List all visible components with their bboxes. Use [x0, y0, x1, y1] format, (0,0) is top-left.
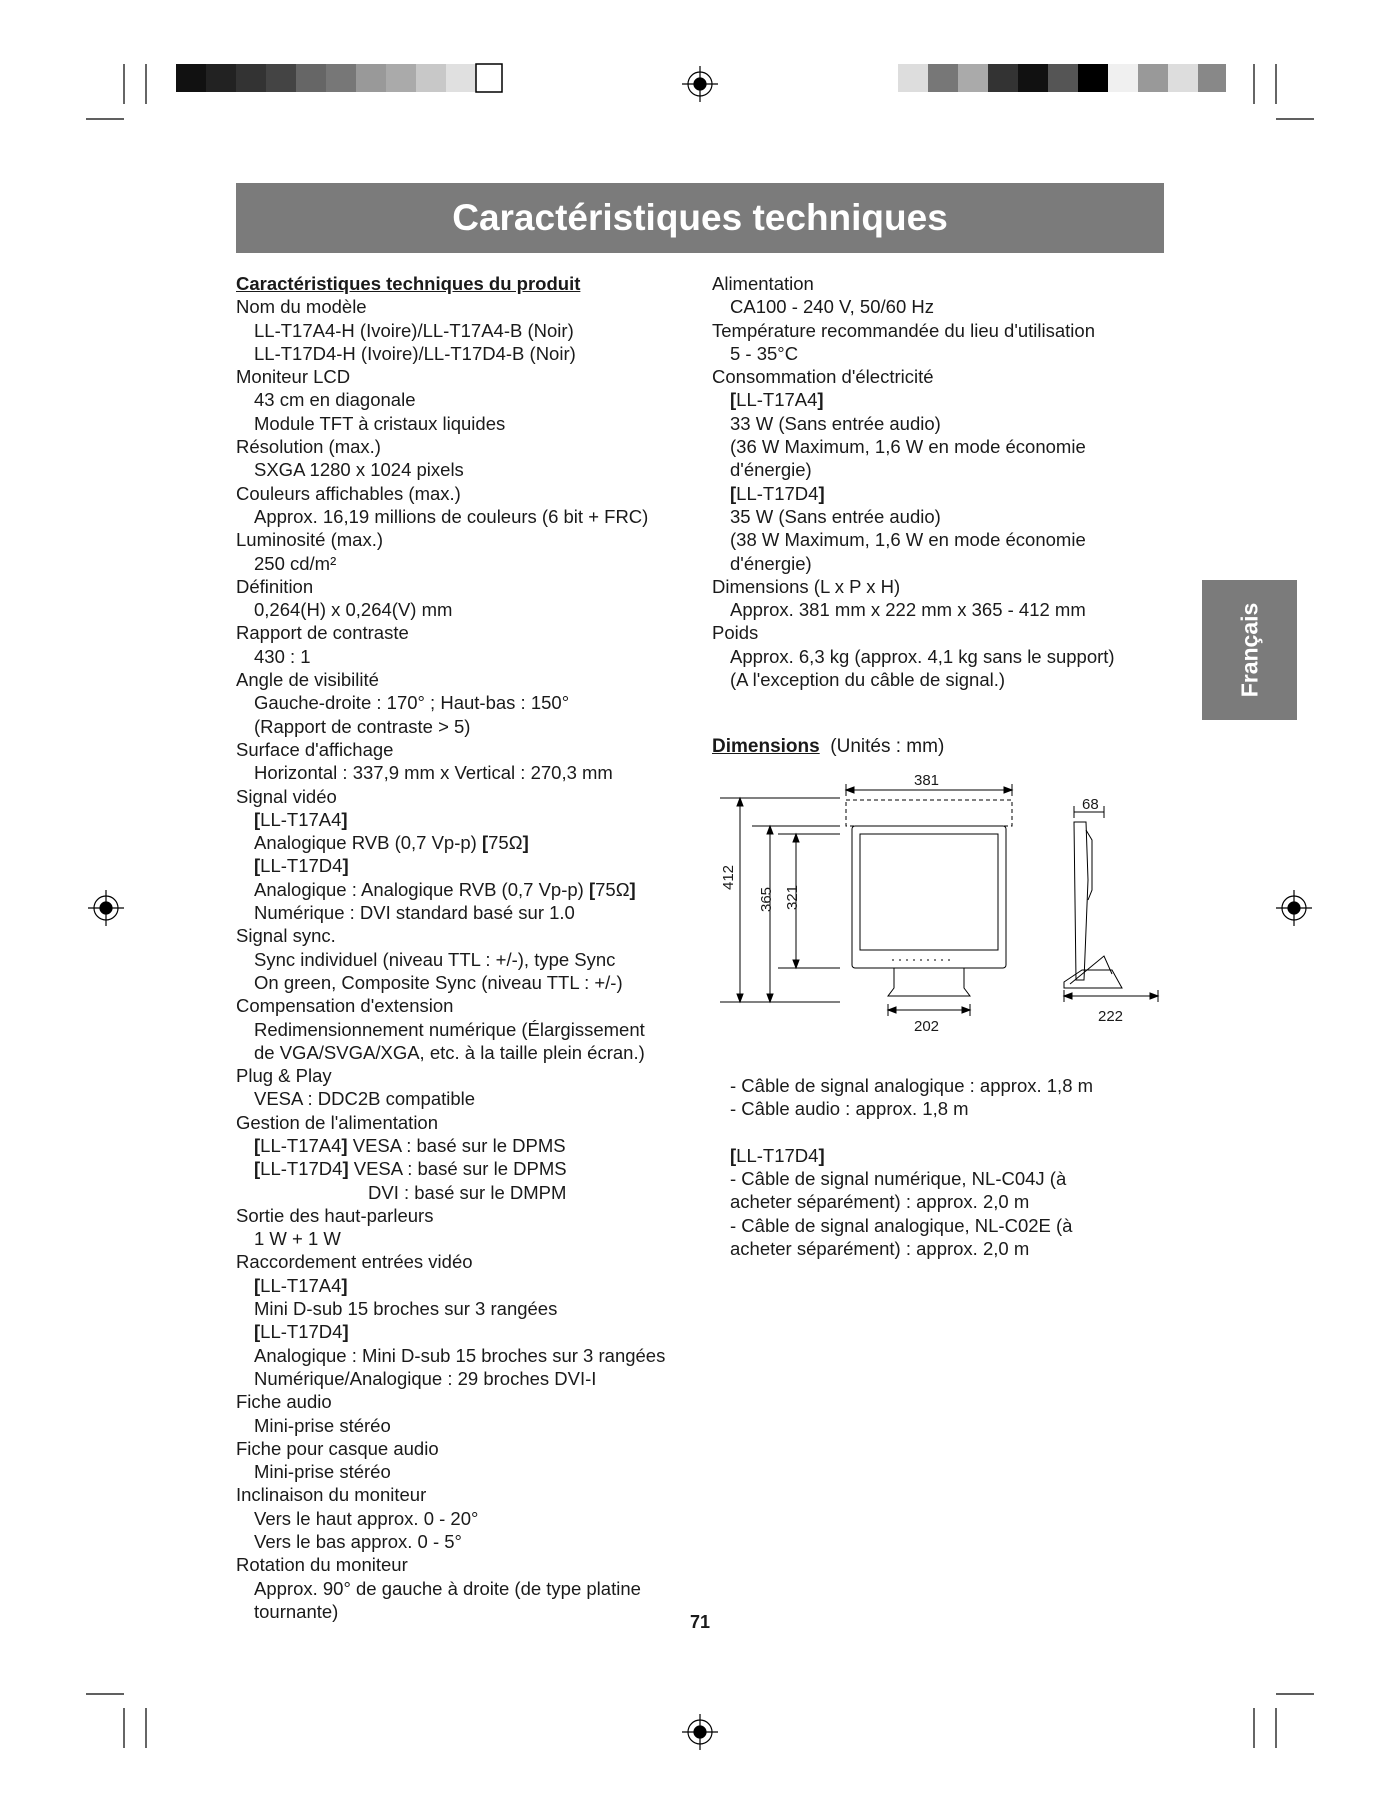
- right-line: Alimentation: [712, 273, 814, 294]
- dim-label-depth-top: 68: [1082, 796, 1099, 813]
- specs-right-column: [712, 272, 1182, 691]
- left-line: Compensation d'extension: [236, 995, 454, 1017]
- right-line: Approx. 6,3 kg (approx. 4,1 kg sans le support): [730, 645, 1115, 667]
- right-line: [LL-T17D4]: [730, 482, 825, 504]
- left-line: Couleurs affichables (max.): [236, 482, 461, 504]
- registration-target-bottom: [682, 1714, 718, 1750]
- left-line: Angle de visibilité: [236, 669, 379, 691]
- left-line: Surface d'affichage: [236, 738, 394, 760]
- left-line: Approx. 90° de gauche à droite (de type platine: [254, 1577, 641, 1599]
- left-line: 250 cd/m²: [254, 552, 337, 574]
- left-line: Fiche pour casque audio: [236, 1437, 439, 1459]
- left-line: Sortie des haut-parleurs: [236, 1204, 434, 1226]
- cable-line: - Câble audio : approx. 1,8 m: [730, 1098, 969, 1120]
- page-number: 71: [689, 1612, 711, 1632]
- crop-mark-bottom-left: [86, 1694, 146, 1748]
- left-line: 0,264(H) x 0,264(V) mm: [254, 599, 453, 621]
- right-line: 33 W (Sans entrée audio): [730, 412, 941, 434]
- left-line: 43 cm en diagonale: [254, 389, 416, 411]
- left-line: Mini D-sub 15 broches sur 3 rangées: [254, 1298, 558, 1320]
- left-line: Vers le haut approx. 0 - 20°: [254, 1507, 479, 1529]
- left-line: Signal vidéo: [236, 785, 337, 807]
- right-line: d'énergie): [730, 552, 812, 574]
- left-line: Signal sync.: [236, 925, 336, 947]
- cable-line: [730, 1121, 1170, 1144]
- left-line: Plug & Play: [236, 1065, 332, 1087]
- crop-mark-bottom-right: [1254, 1694, 1314, 1748]
- left-line: Analogique : Analogique RVB (0,7 Vp-p) [75Ω]: [254, 878, 636, 900]
- right-line: 5 - 35°C: [730, 342, 799, 364]
- left-line: Vers le bas approx. 0 - 5°: [254, 1531, 462, 1553]
- dimensions-title: Dimensions: [712, 736, 820, 757]
- right-line: Température recommandée du lieu d'utilisation: [712, 319, 1095, 341]
- right-line: CA100 - 240 V, 50/60 Hz: [730, 296, 934, 318]
- dim-label-height-min: 365: [758, 886, 775, 912]
- left-line: Rotation du moniteur: [236, 1554, 408, 1576]
- cable-line: [LL-T17D4]: [730, 1144, 825, 1166]
- left-line: [LL-T17A4] VESA : basé sur le DPMS: [254, 1134, 566, 1156]
- cable-list: [730, 1074, 1170, 1260]
- left-line: LL-T17D4-H (Ivoire)/LL-T17D4-B (Noir): [254, 342, 576, 364]
- left-line: Module TFT à cristaux liquides: [254, 412, 506, 434]
- cable-line: - Câble de signal analogique, NL-C02E (à: [730, 1214, 1073, 1236]
- left-line: Nom du modèle: [236, 296, 367, 318]
- section-heading: Caractéristiques techniques du produit: [236, 273, 581, 294]
- left-line: Raccordement entrées vidéo: [236, 1251, 473, 1273]
- left-line: Sync individuel (niveau TTL : +/-), type Sync: [254, 948, 616, 970]
- right-line: d'énergie): [730, 459, 812, 481]
- left-line: SXGA 1280 x 1024 pixels: [254, 459, 464, 481]
- right-line: (A l'exception du câble de signal.): [730, 669, 1006, 691]
- left-line: tournante): [254, 1600, 339, 1622]
- specs-left-column: [236, 272, 706, 1623]
- dim-label-width: 381: [914, 772, 940, 789]
- cable-line: acheter séparément) : approx. 2,0 m: [730, 1191, 1030, 1213]
- left-line: Approx. 16,19 millions de couleurs (6 bit + FRC): [254, 505, 649, 527]
- left-line: Fiche audio: [236, 1391, 332, 1413]
- registration-target-left: [88, 890, 124, 926]
- left-line: Numérique : DVI standard basé sur 1.0: [254, 902, 575, 924]
- language-tab: [1202, 580, 1297, 720]
- left-line: On green, Composite Sync (niveau TTL : +/-): [254, 971, 623, 993]
- left-line: Résolution (max.): [236, 436, 381, 458]
- right-line: (36 W Maximum, 1,6 W en mode économie: [730, 436, 1086, 458]
- left-line: Horizontal : 337,9 mm x Vertical : 270,3 mm: [254, 762, 613, 784]
- left-line: [LL-T17D4] VESA : basé sur le DPMS: [254, 1158, 567, 1180]
- left-line: Définition: [236, 575, 314, 597]
- left-line: Inclinaison du moniteur: [236, 1484, 427, 1506]
- left-line: de VGA/SVGA/XGA, etc. à la taille plein écran.): [254, 1041, 645, 1063]
- left-line: [LL-T17A4]: [254, 1274, 348, 1296]
- left-line: Analogique RVB (0,7 Vp-p) [75Ω]: [254, 832, 529, 854]
- left-line: [LL-T17A4]: [254, 808, 348, 830]
- registration-target-top: [682, 66, 718, 102]
- dim-label-base-depth: 222: [1098, 1008, 1124, 1025]
- cable-line: - Câble de signal numérique, NL-C04J (à: [730, 1168, 1067, 1190]
- spec-list-left: [236, 295, 706, 1623]
- left-line: Mini-prise stéréo: [254, 1461, 391, 1483]
- left-line: Redimensionnement numérique (Élargissement: [254, 1018, 645, 1040]
- color-bar-right: [898, 64, 1226, 92]
- language-tab-label: Français: [1236, 602, 1262, 698]
- left-line: Luminosité (max.): [236, 529, 384, 551]
- left-line: Gestion de l'alimentation: [236, 1111, 439, 1133]
- left-line: (Rapport de contraste > 5): [254, 715, 471, 737]
- left-line: [LL-T17D4]: [254, 1321, 349, 1343]
- dim-label-screen-height: 321: [784, 884, 801, 910]
- color-bar-left: [176, 64, 502, 92]
- right-line: (38 W Maximum, 1,6 W en mode économie: [730, 529, 1086, 551]
- right-line: [LL-T17A4]: [730, 389, 824, 411]
- left-line: Moniteur LCD: [236, 366, 351, 388]
- right-line: Consommation d'électricité: [712, 366, 934, 388]
- right-line: Poids: [712, 622, 759, 644]
- registration-target-right: [1276, 890, 1312, 926]
- dimensions-units: (Unités : mm): [830, 736, 945, 757]
- page-title: Caractéristiques techniques: [236, 183, 1164, 253]
- left-line: Mini-prise stéréo: [254, 1414, 391, 1436]
- right-line: Dimensions (L x P x H): [712, 575, 901, 597]
- cable-line: - Câble de signal analogique : approx. 1,8 m: [730, 1075, 1094, 1096]
- right-line: 35 W (Sans entrée audio): [730, 505, 941, 527]
- dim-label-base-width: 202: [914, 1018, 940, 1035]
- left-line: 1 W + 1 W: [254, 1228, 341, 1250]
- left-line: DVI : basé sur le DMPM: [368, 1181, 567, 1203]
- right-line: Approx. 381 mm x 222 mm x 365 - 412 mm: [730, 599, 1086, 621]
- left-line: Rapport de contraste: [236, 622, 409, 644]
- left-line: [LL-T17D4]: [254, 855, 349, 877]
- left-line: LL-T17A4-H (Ivoire)/LL-T17A4-B (Noir): [254, 319, 574, 341]
- spec-list-right: [712, 272, 1182, 691]
- dim-label-height-max: 412: [720, 864, 737, 890]
- dimensions-heading: [712, 736, 944, 758]
- left-line: Numérique/Analogique : 29 broches DVI-I: [254, 1367, 597, 1389]
- left-line: Analogique : Mini D-sub 15 broches sur 3 rangées: [254, 1344, 666, 1366]
- left-line: VESA : DDC2B compatible: [254, 1088, 476, 1110]
- crop-mark-top-right: [1254, 64, 1314, 119]
- left-line: 430 : 1: [254, 645, 311, 667]
- cable-line: acheter séparément) : approx. 2,0 m: [730, 1238, 1030, 1260]
- crop-mark-top-left: [86, 64, 146, 119]
- left-line: Gauche-droite : 170° ; Haut-bas : 150°: [254, 692, 570, 714]
